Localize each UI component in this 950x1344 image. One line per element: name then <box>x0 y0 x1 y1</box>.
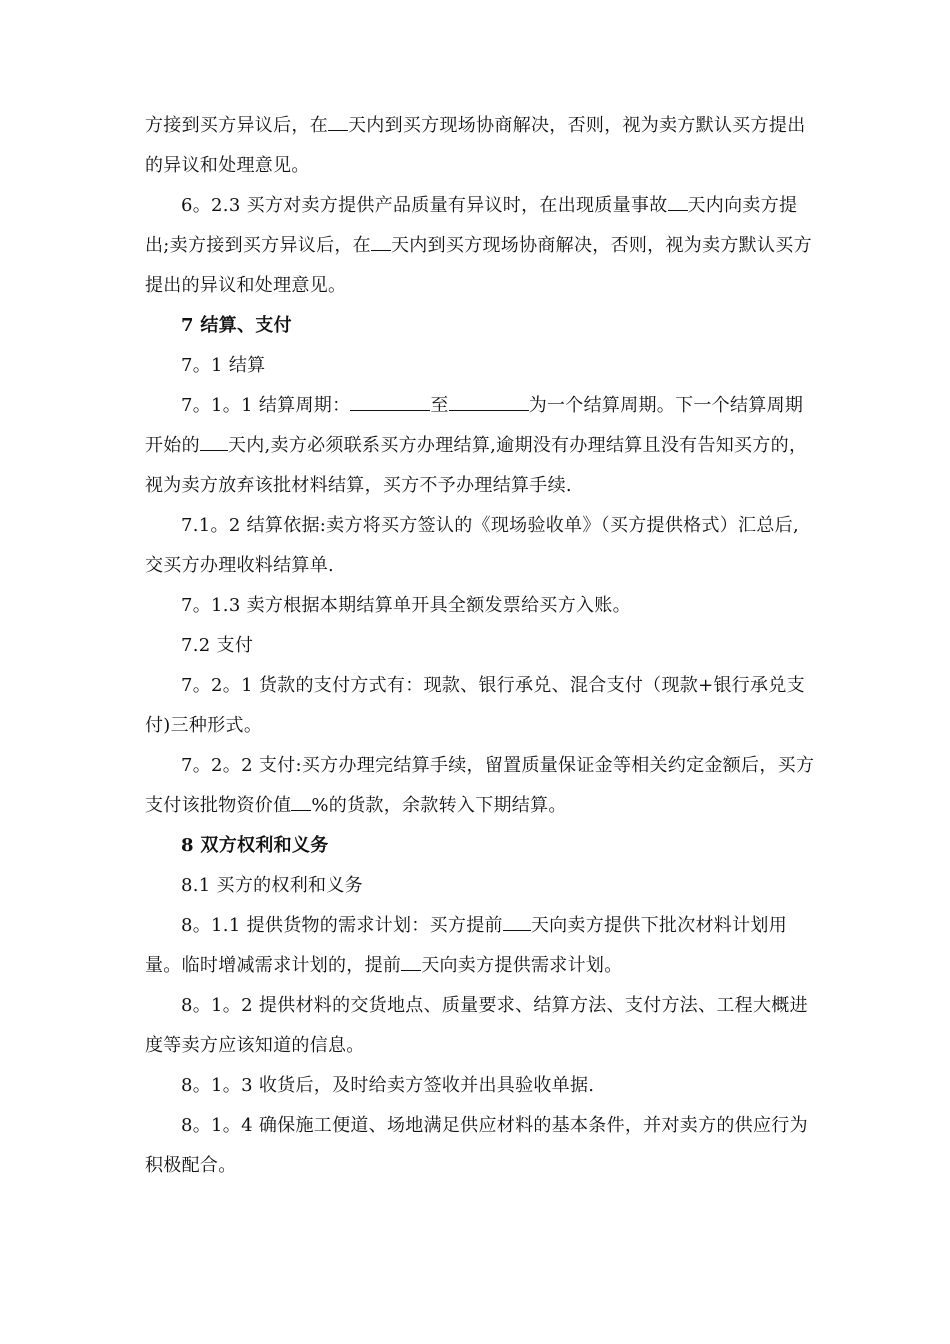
paragraph-6-2-2-continued: 方接到买方异议后，在 天内到买方现场协商解决，否则，视为卖方默认买方提出的异议和处理意见。 <box>145 106 815 186</box>
paragraph-7-1-1: 7。1。1 结算周期： 至 为一个结算周期。下一个结算周期开始的 天内,卖方必须联系买方办理结算,逾期没有办理结算且没有告知买方的，视为卖方放弃该批材料结算，买方不予办理结算手续. <box>145 386 815 506</box>
blank-line <box>328 112 348 131</box>
subsection-7-2: 7.2 支付 <box>181 635 254 656</box>
document-body <box>145 106 815 1186</box>
subsection-7-1: 7。1 结算 <box>181 355 266 376</box>
blank-line <box>291 792 311 811</box>
paragraph-7-2-2: 7。2。2 支付:买方办理完结算手续，留置质量保证金等相关约定金额后，买方支付该批物资价值 %的货款，余款转入下期结算。 <box>145 755 815 816</box>
blank-line <box>503 912 531 931</box>
blank-line <box>371 232 391 251</box>
paragraph-8-1-3: 8。1。3 收货后，及时给卖方签收并出具验收单据. <box>181 1075 595 1096</box>
paragraph-7-1-2: 7.1。2 结算依据:卖方将买方签认的《现场验收单》（买方提供格式）汇总后,交买方办理收料结算单. <box>145 515 799 576</box>
section-heading-8: 8 双方权利和义务 <box>181 835 329 856</box>
blank-line <box>449 392 529 411</box>
section-heading-7: 7 结算、支付 <box>181 315 292 336</box>
blank-line <box>668 192 688 211</box>
paragraph-8-1-4: 8。1。4 确保施工便道、场地满足供应材料的基本条件，并对卖方的供应行为积极配合。 <box>145 1115 808 1176</box>
paragraph-8-1-1: 8。1.1 提供货物的需求计划：买方提前 天向卖方提供下批次材料计划用量。临时增减需求计划的，提前 天向卖方提供需求计划。 <box>145 906 815 986</box>
blank-line <box>350 392 430 411</box>
paragraph-7-2-1: 7。2。1 货款的支付方式有：现款、银行承兑、混合支付（现款+银行承兑支付)三种形式。 <box>145 675 805 736</box>
paragraph-6-2-3: 6。2.3 买方对卖方提供产品质量有异议时，在出现质量事故 天内向卖方提出;卖方接到买方异议后，在 天内到买方现场协商解决，否则，视为卖方默认买方提出的异议和处理意见。 <box>145 186 815 306</box>
blank-line <box>200 432 228 451</box>
subsection-8-1: 8.1 买方的权利和义务 <box>181 875 363 896</box>
paragraph-8-1-2: 8。1。2 提供材料的交货地点、质量要求、结算方法、支付方法、工程大概进度等卖方应该知道的信息。 <box>145 995 808 1056</box>
paragraph-7-1-3: 7。1.3 卖方根据本期结算单开具全额发票给买方入账。 <box>181 595 631 616</box>
blank-line <box>401 952 421 971</box>
